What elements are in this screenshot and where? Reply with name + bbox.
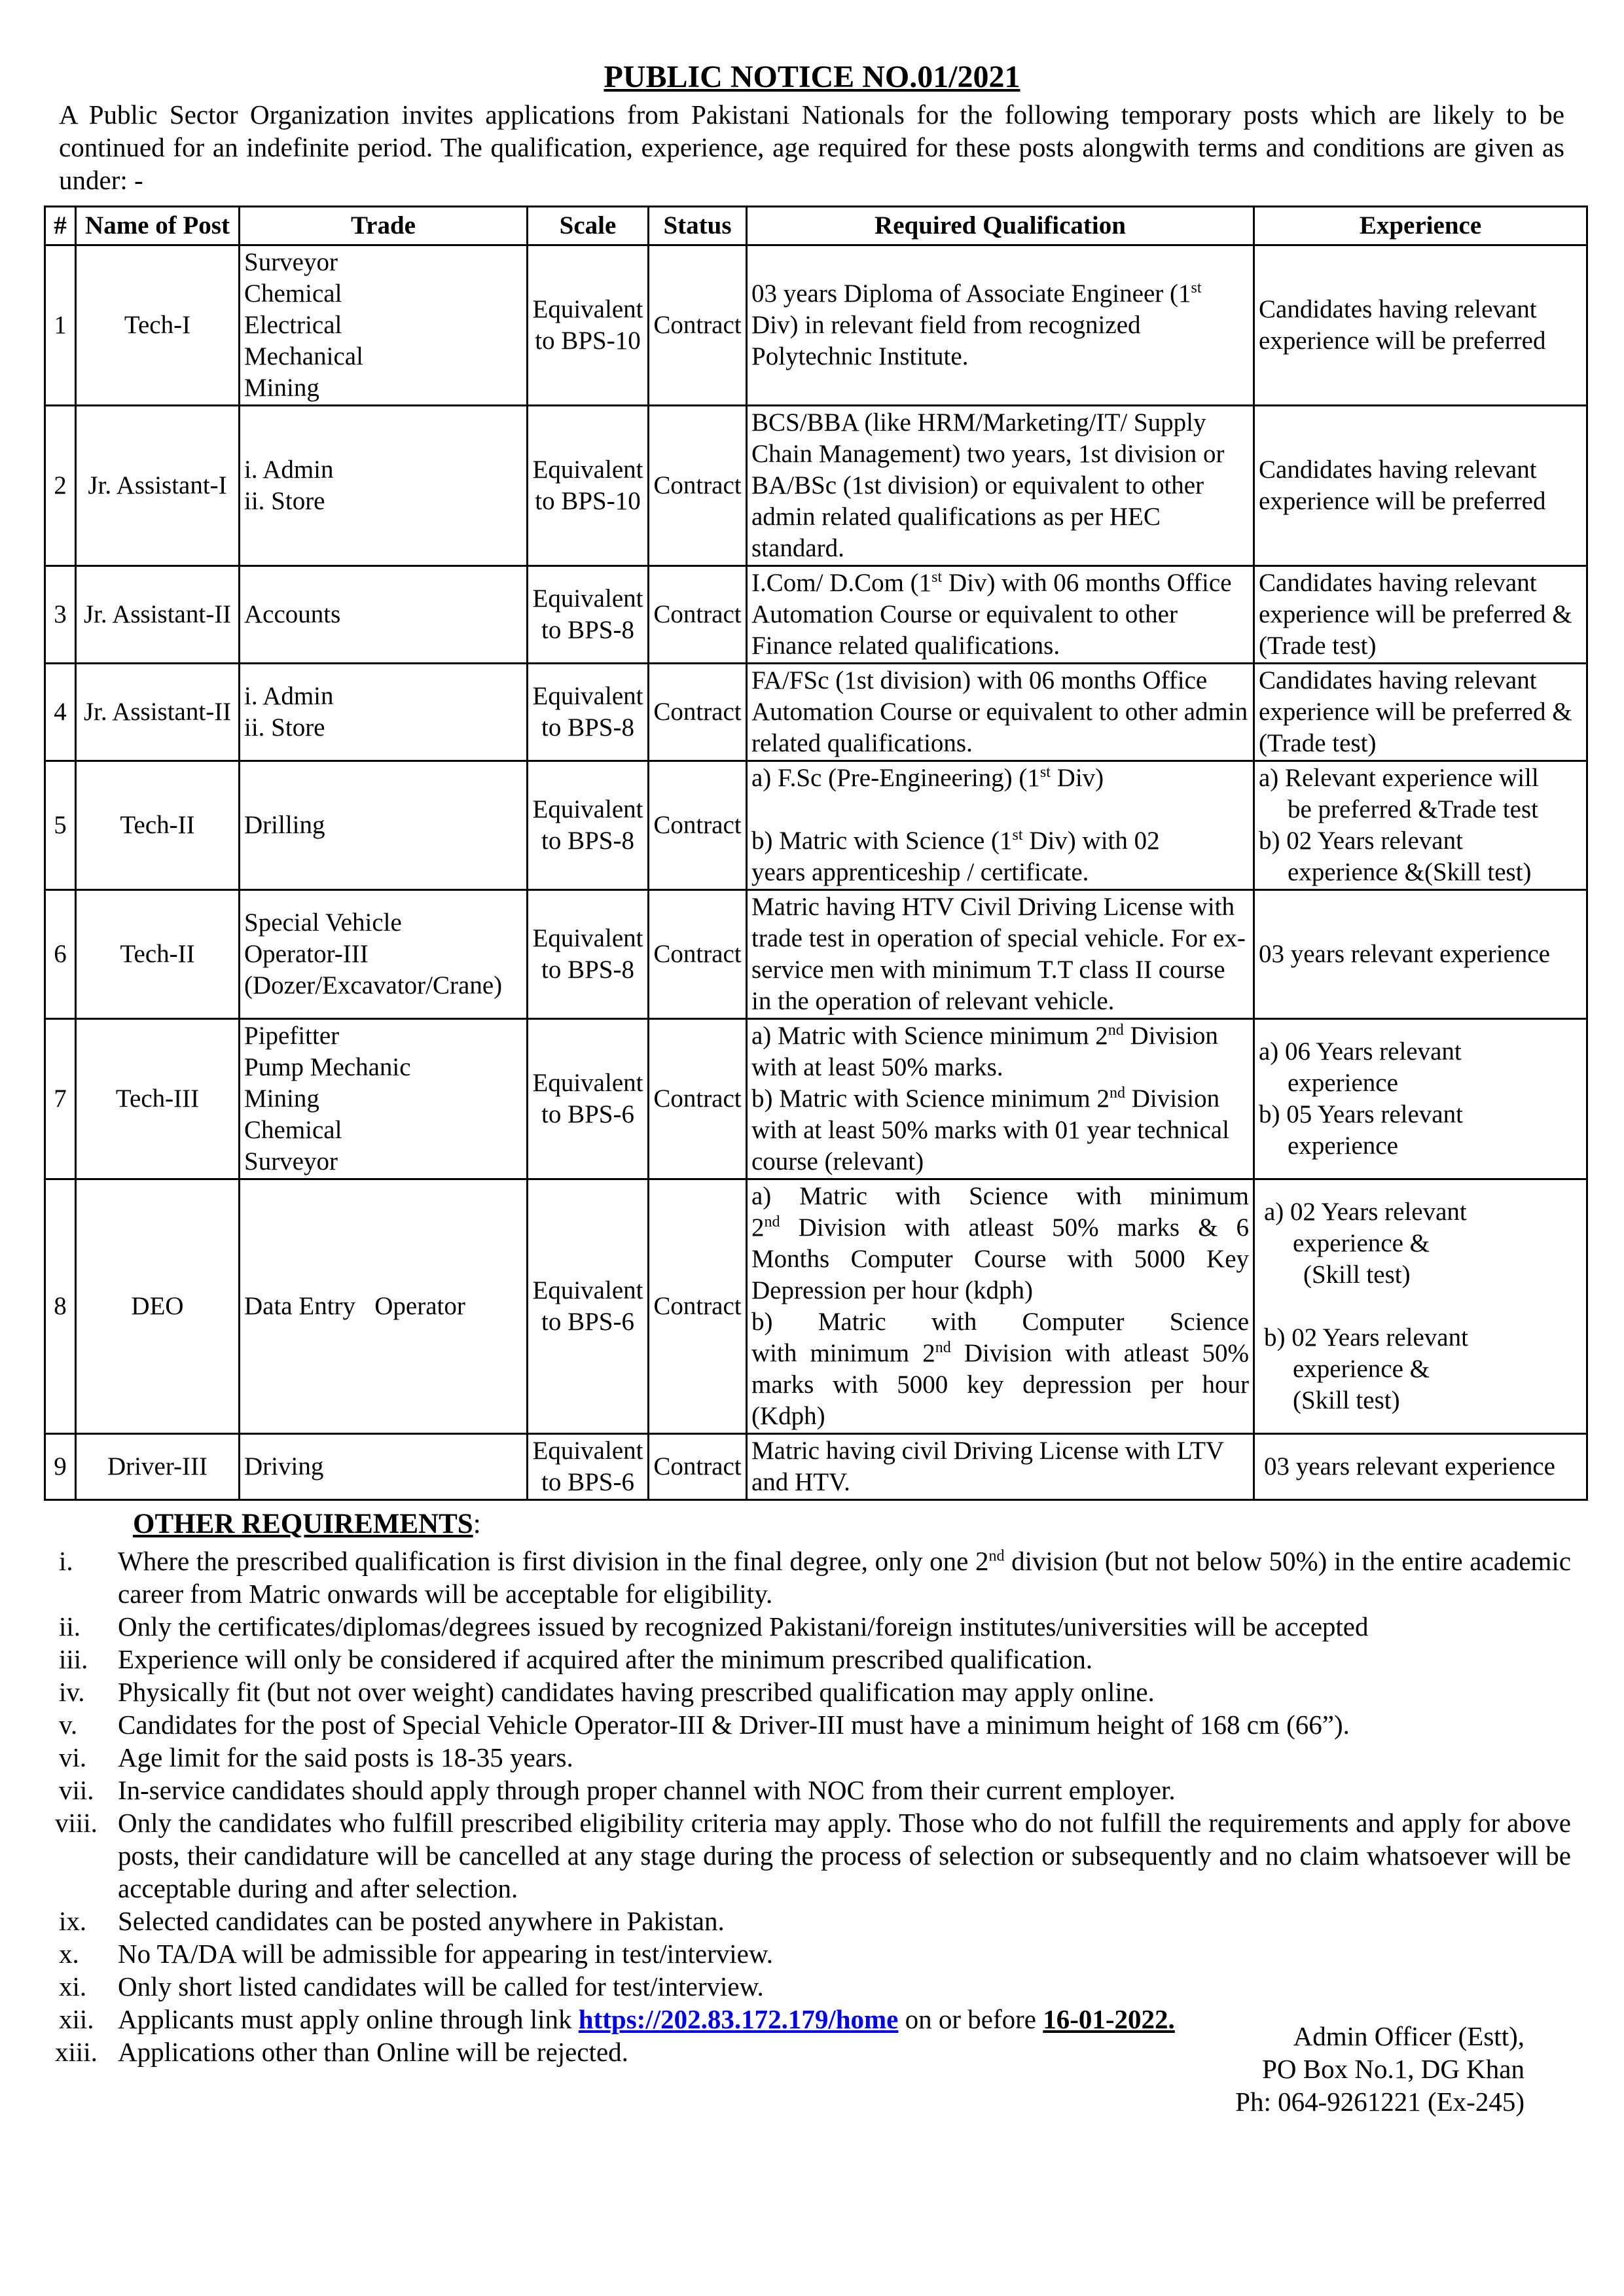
- qualification-cell: [747, 566, 1254, 664]
- qualification-text: Matric with Science with minimum: [799, 1182, 1249, 1210]
- row-number: 7: [45, 1019, 76, 1179]
- item-number: vii.: [59, 1775, 94, 1805]
- row-number: 4: [45, 664, 76, 761]
- col-header-qualification: Required Qualification: [747, 207, 1254, 245]
- trade-cell: [240, 761, 528, 890]
- item-number: xii.: [59, 2004, 94, 2034]
- post-name: Jr. Assistant-II: [76, 566, 240, 664]
- list-item: [59, 1970, 1571, 2003]
- trade-line: Pump Mechanic: [244, 1053, 411, 1081]
- trade-line: ii. Store: [244, 713, 325, 742]
- qualification-text: Div): [1050, 764, 1104, 792]
- trade-line: Chemical: [244, 279, 342, 308]
- scale-cell: [528, 566, 649, 664]
- scale-line: to BPS-6: [541, 1100, 634, 1128]
- row-number: 5: [45, 761, 76, 890]
- post-name: Tech-II: [76, 890, 240, 1019]
- experience-text: b) 02 Years relevant: [1264, 1323, 1468, 1352]
- status-cell: Contract: [649, 761, 747, 890]
- qualification-b: [751, 1083, 1249, 1177]
- experience-text: a) Relevant experience will: [1259, 764, 1539, 792]
- trade-line: Special Vehicle: [244, 908, 402, 937]
- superscript: nd: [1109, 1085, 1125, 1102]
- qualification-text: I.Com/ D.Com (1: [751, 569, 932, 597]
- scale-line: to BPS-10: [535, 327, 641, 355]
- item-number: v.: [59, 1710, 78, 1740]
- experience-text: experience &(Skill test): [1288, 858, 1532, 886]
- item-text: Candidates for the post of Special Vehicle Operator-III & Driver-III must have a minimum height of 168 cm (66”).: [118, 1710, 1350, 1740]
- scale-line: to BPS-8: [541, 616, 634, 644]
- qualification-a: [751, 1020, 1249, 1083]
- scale-line: Equivalent: [532, 1437, 643, 1465]
- scale-cell: [528, 245, 649, 406]
- experience-cell: 03 years relevant experience: [1254, 890, 1587, 1019]
- scale-line: to BPS-8: [541, 956, 634, 984]
- signature-address: PO Box No.1, DG Khan: [1262, 2054, 1525, 2084]
- qualification-text: a) Matric with Science minimum 2: [751, 1022, 1108, 1050]
- trade-cell: [240, 406, 528, 566]
- list-item: [59, 1741, 1571, 1774]
- experience-cell: [1254, 761, 1587, 890]
- post-name: Driver-III: [76, 1434, 240, 1500]
- qualification-text: Div) in relevant field from recognized Polytechnic Institute.: [751, 311, 1141, 370]
- list-item: [59, 1708, 1571, 1741]
- post-name: DEO: [76, 1179, 240, 1434]
- experience-text: b) 02 Years relevant: [1259, 827, 1463, 855]
- row-number: 8: [45, 1179, 76, 1434]
- table-header-row: [45, 207, 1587, 245]
- item-text: Selected candidates can be posted anywhere in Pakistan.: [118, 1906, 725, 1936]
- item-text: Experience will only be considered if acquired after the minimum prescribed qualification.: [118, 1644, 1093, 1674]
- status-cell: Contract: [649, 1179, 747, 1434]
- item-number: iii.: [59, 1644, 88, 1674]
- item-text: on or before: [898, 2004, 1043, 2034]
- scale-line: Equivalent: [532, 1276, 643, 1304]
- item-text: Applications other than Online will be rejected.: [118, 2037, 628, 2067]
- list-item: [59, 1905, 1571, 1937]
- experience-cell: Candidates having relevant experience will be preferred: [1254, 406, 1587, 566]
- qualification-a-rest: [751, 1212, 1249, 1306]
- trade-line: Mining: [244, 1085, 319, 1113]
- experience-cell: 03 years relevant experience: [1254, 1434, 1587, 1500]
- trade-line: ii. Store: [244, 487, 325, 515]
- option-label: b): [751, 1308, 773, 1336]
- qualification-text: Div) with 02: [1022, 827, 1160, 855]
- qualification-text: years apprenticeship / certificate.: [751, 858, 1089, 886]
- row-number: 9: [45, 1434, 76, 1500]
- trade-cell: [240, 1179, 528, 1434]
- qualification-text: b) Matric with Science minimum 2: [751, 1085, 1110, 1113]
- scale-line: Equivalent: [532, 456, 643, 484]
- item-number: vi.: [59, 1742, 87, 1772]
- trade-cell: [240, 566, 528, 664]
- heading-colon: :: [473, 1509, 481, 1539]
- post-name: Tech-I: [76, 245, 240, 406]
- trade-line: Mechanical: [244, 342, 363, 370]
- status-cell: Contract: [649, 1434, 747, 1500]
- status-cell: Contract: [649, 890, 747, 1019]
- scale-line: Equivalent: [532, 584, 643, 613]
- scale-line: to BPS-6: [541, 1308, 634, 1336]
- trade-line: Drilling: [244, 811, 325, 839]
- qualification-cell: [747, 761, 1254, 890]
- scale-cell: [528, 1434, 649, 1500]
- table-row: [45, 890, 1587, 1019]
- notice-intro: A Public Sector Organization invites applications from Pakistani Nationals for the following temporary posts which are likely to be continued for an indefinite period. The qualification, experience, age required for these posts alongwith terms and conditions are given as under: -: [59, 99, 1564, 195]
- experience-cell: [1254, 1019, 1587, 1179]
- item-number: viii.: [55, 1808, 98, 1838]
- option-label: a): [751, 1182, 772, 1210]
- post-name: Jr. Assistant-II: [76, 664, 240, 761]
- qualification-cell: Matric having civil Driving License with LTV and HTV.: [747, 1434, 1254, 1500]
- item-text: Only short listed candidates will be called for test/interview.: [118, 1971, 764, 2001]
- signature-title: Admin Officer (Estt),: [1293, 2021, 1525, 2051]
- table-row: [45, 245, 1587, 406]
- spacer: [751, 794, 1249, 825]
- scale-line: Equivalent: [532, 924, 643, 952]
- item-number: ii.: [59, 1611, 81, 1641]
- superscript: nd: [764, 1213, 780, 1230]
- list-item: [59, 1610, 1571, 1643]
- col-header-scale: Scale: [528, 207, 649, 245]
- experience-text: b) 05 Years relevant: [1259, 1100, 1463, 1128]
- superscript: nd: [1108, 1022, 1124, 1039]
- trade-cell: [240, 890, 528, 1019]
- list-item: [59, 1643, 1571, 1676]
- qualification-cell: Matric having HTV Civil Driving License with trade test in operation of special vehicle. For ex-service men with minimum T.T class II course in the operation of relevant vehicle.: [747, 890, 1254, 1019]
- qualification-b-rest: [751, 1338, 1249, 1432]
- qualification-text: Division with atleast 50% marks with 5000 key depression per hour (Kdph): [751, 1339, 1249, 1430]
- table-row: [45, 664, 1587, 761]
- experience-text: experience &: [1293, 1229, 1430, 1257]
- superscript: nd: [988, 1547, 1005, 1565]
- table-row: [45, 761, 1587, 890]
- signature-block: [1235, 2020, 1525, 2118]
- experience-text: experience: [1288, 1069, 1398, 1097]
- qualification-b-first-line: [751, 1306, 1249, 1338]
- scale-line: Equivalent: [532, 295, 643, 323]
- superscript: st: [1012, 827, 1023, 844]
- trade-line: (Dozer/Excavator/Crane): [244, 971, 503, 999]
- requirements-list: [55, 1545, 1571, 2068]
- scale-cell: [528, 761, 649, 890]
- experience-cell: Candidates having relevant experience will be preferred & (Trade test): [1254, 664, 1587, 761]
- qualification-text: Division with atleast 50% marks & 6 Months Computer Course with 5000 Key Depression per hour (kdph): [751, 1213, 1249, 1304]
- other-requirements-heading: [133, 1507, 481, 1542]
- item-text: Age limit for the said posts is 18-35 years.: [118, 1742, 573, 1772]
- col-header-status: Status: [649, 207, 747, 245]
- qualification-text: 03 years Diploma of Associate Engineer (1: [751, 279, 1191, 308]
- qualification-text: b) Matric with Science (1: [751, 827, 1013, 855]
- superscript: nd: [935, 1339, 951, 1356]
- item-number: x.: [59, 1939, 79, 1969]
- experience-cell: Candidates having relevant experience will be preferred & (Trade test): [1254, 566, 1587, 664]
- trade-line: i. Admin: [244, 682, 334, 710]
- trade-line: i. Admin: [244, 456, 334, 484]
- item-text: Where the prescribed qualification is first division in the final degree, only one 2: [118, 1546, 989, 1576]
- application-link[interactable]: https://202.83.172.179/home: [578, 2004, 899, 2034]
- scale-line: to BPS-8: [541, 827, 634, 855]
- experience-text: (Skill test): [1303, 1261, 1411, 1289]
- signature-phone: Ph: 064-9261221 (Ex-245): [1235, 2087, 1525, 2117]
- notice-title: PUBLIC NOTICE NO.01/2021: [604, 60, 1020, 94]
- qualification-a-first-line: [751, 1181, 1249, 1212]
- qualification-a: [751, 762, 1249, 794]
- superscript: st: [1191, 279, 1202, 296]
- col-header-number: #: [45, 207, 76, 245]
- qualification-cell: BCS/BBA (like HRM/Marketing/IT/ Supply Chain Management) two years, 1st division or BA/BSc (1st division) or equivalent to other admin related qualifications as per HEC standard.: [747, 406, 1254, 566]
- trade-line: Surveyor: [244, 1147, 338, 1175]
- trade-cell: [240, 664, 528, 761]
- list-item: [55, 1806, 1571, 1905]
- experience-text: (Skill test): [1293, 1386, 1400, 1414]
- col-header-post: Name of Post: [76, 207, 240, 245]
- post-name: Tech-III: [76, 1019, 240, 1179]
- table-row: [45, 406, 1587, 566]
- item-number: i.: [59, 1546, 73, 1576]
- row-number: 1: [45, 245, 76, 406]
- status-cell: Contract: [649, 245, 747, 406]
- row-number: 3: [45, 566, 76, 664]
- col-header-trade: Trade: [240, 207, 528, 245]
- status-cell: Contract: [649, 406, 747, 566]
- scale-cell: [528, 1179, 649, 1434]
- scale-line: to BPS-10: [535, 487, 641, 515]
- scale-line: to BPS-8: [541, 713, 634, 742]
- status-cell: Contract: [649, 1019, 747, 1179]
- trade-line: Accounts: [244, 600, 341, 628]
- qualification-text: Matric with Computer Science: [818, 1308, 1250, 1336]
- experience-text: a) 02 Years relevant: [1264, 1198, 1467, 1226]
- scale-cell: [528, 664, 649, 761]
- item-text: In-service candidates should apply through proper channel with NOC from their current employer.: [118, 1775, 1176, 1805]
- trade-cell: [240, 1019, 528, 1179]
- item-text: Only the candidates who fulfill prescribed eligibility criteria may apply. Those who do not fulfill the requirements and apply for above posts, their candidature will be cancelled at any stage during the process of selection or subsequently and no claim whatsoever will be acceptable during and after selection.: [118, 1808, 1571, 1903]
- qualification-b: [751, 825, 1249, 857]
- superscript: st: [1039, 764, 1051, 781]
- item-number: iv.: [59, 1677, 85, 1707]
- trade-line: Pipefitter: [244, 1022, 340, 1050]
- qualification-text: 2: [751, 1213, 765, 1242]
- qualification-text: Div) with 06 months Office Automation Course or equivalent to other Finance related qualifications.: [751, 569, 1232, 660]
- qualification-cell: [747, 1019, 1254, 1179]
- scale-cell: [528, 890, 649, 1019]
- scale-line: Equivalent: [532, 795, 643, 823]
- scale-cell: [528, 406, 649, 566]
- experience-text: be preferred &Trade test: [1288, 795, 1538, 823]
- table-row: [45, 1019, 1587, 1179]
- list-item: [59, 1545, 1571, 1610]
- qualification-cell: FA/FSc (1st division) with 06 months Office Automation Course or equivalent to other admin related qualifications.: [747, 664, 1254, 761]
- qualification-text: Division with at least 50% marks with 01 year technical course (relevant): [751, 1085, 1229, 1175]
- item-text: No TA/DA will be admissible for appearing in test/interview.: [118, 1939, 774, 1969]
- spacer: [1264, 1291, 1582, 1322]
- qualification-text: with minimum 2: [751, 1339, 935, 1367]
- col-header-experience: Experience: [1254, 207, 1587, 245]
- item-text: Applicants must apply online through link: [118, 2004, 579, 2034]
- trade-line: Surveyor: [244, 248, 338, 276]
- scale-line: Equivalent: [532, 1069, 643, 1097]
- table-row: [45, 566, 1587, 664]
- qualification-text: a) F.Sc (Pre-Engineering) (1: [751, 764, 1040, 792]
- item-text: division (but not below 50%) in the entire academic career from Matric onwards will be acceptable for eligibility.: [118, 1546, 1571, 1609]
- experience-cell: Candidates having relevant experience will be preferred: [1254, 245, 1587, 406]
- post-name: Jr. Assistant-I: [76, 406, 240, 566]
- item-number: ix.: [59, 1906, 87, 1936]
- trade-line: Operator-III: [244, 940, 369, 968]
- deadline-date: 16-01-2022.: [1043, 2004, 1175, 2034]
- item-text: Only the certificates/diplomas/degrees issued by recognized Pakistani/foreign institutes/universities will be accepted: [118, 1611, 1369, 1641]
- item-number: xiii.: [55, 2037, 98, 2067]
- table-row: [45, 1434, 1587, 1500]
- item-number: xi.: [59, 1971, 87, 2001]
- list-item: [59, 1774, 1571, 1806]
- trade-line: Mining: [244, 374, 319, 402]
- list-item: [59, 1937, 1571, 1970]
- experience-cell: [1254, 1179, 1587, 1434]
- item-text: Physically fit (but not over weight) candidates having prescribed qualification may apply online.: [118, 1677, 1155, 1707]
- status-cell: Contract: [649, 664, 747, 761]
- scale-line: to BPS-6: [541, 1468, 634, 1496]
- experience-text: a) 06 Years relevant: [1259, 1037, 1462, 1066]
- table-row: [45, 1179, 1587, 1434]
- experience-text: experience: [1288, 1132, 1398, 1160]
- scale-cell: [528, 1019, 649, 1179]
- superscript: st: [931, 569, 943, 586]
- trade-line: Chemical: [244, 1116, 342, 1144]
- qualification-cell: [747, 1179, 1254, 1434]
- trade-line: Driving: [244, 1452, 324, 1480]
- post-name: Tech-II: [76, 761, 240, 890]
- row-number: 2: [45, 406, 76, 566]
- heading-text: OTHER REQUIREMENTS: [133, 1509, 473, 1539]
- list-item: [59, 1676, 1571, 1708]
- trade-cell: [240, 245, 528, 406]
- trade-cell: [240, 1434, 528, 1500]
- trade-line: Data Entry Operator: [244, 1292, 465, 1320]
- posts-table: [44, 206, 1588, 1501]
- qualification-cell: [747, 245, 1254, 406]
- scale-line: Equivalent: [532, 682, 643, 710]
- trade-line: Electrical: [244, 311, 342, 339]
- row-number: 6: [45, 890, 76, 1019]
- status-cell: Contract: [649, 566, 747, 664]
- experience-text: experience &: [1293, 1355, 1430, 1383]
- qualification-text: Division with at least 50% marks.: [751, 1022, 1218, 1081]
